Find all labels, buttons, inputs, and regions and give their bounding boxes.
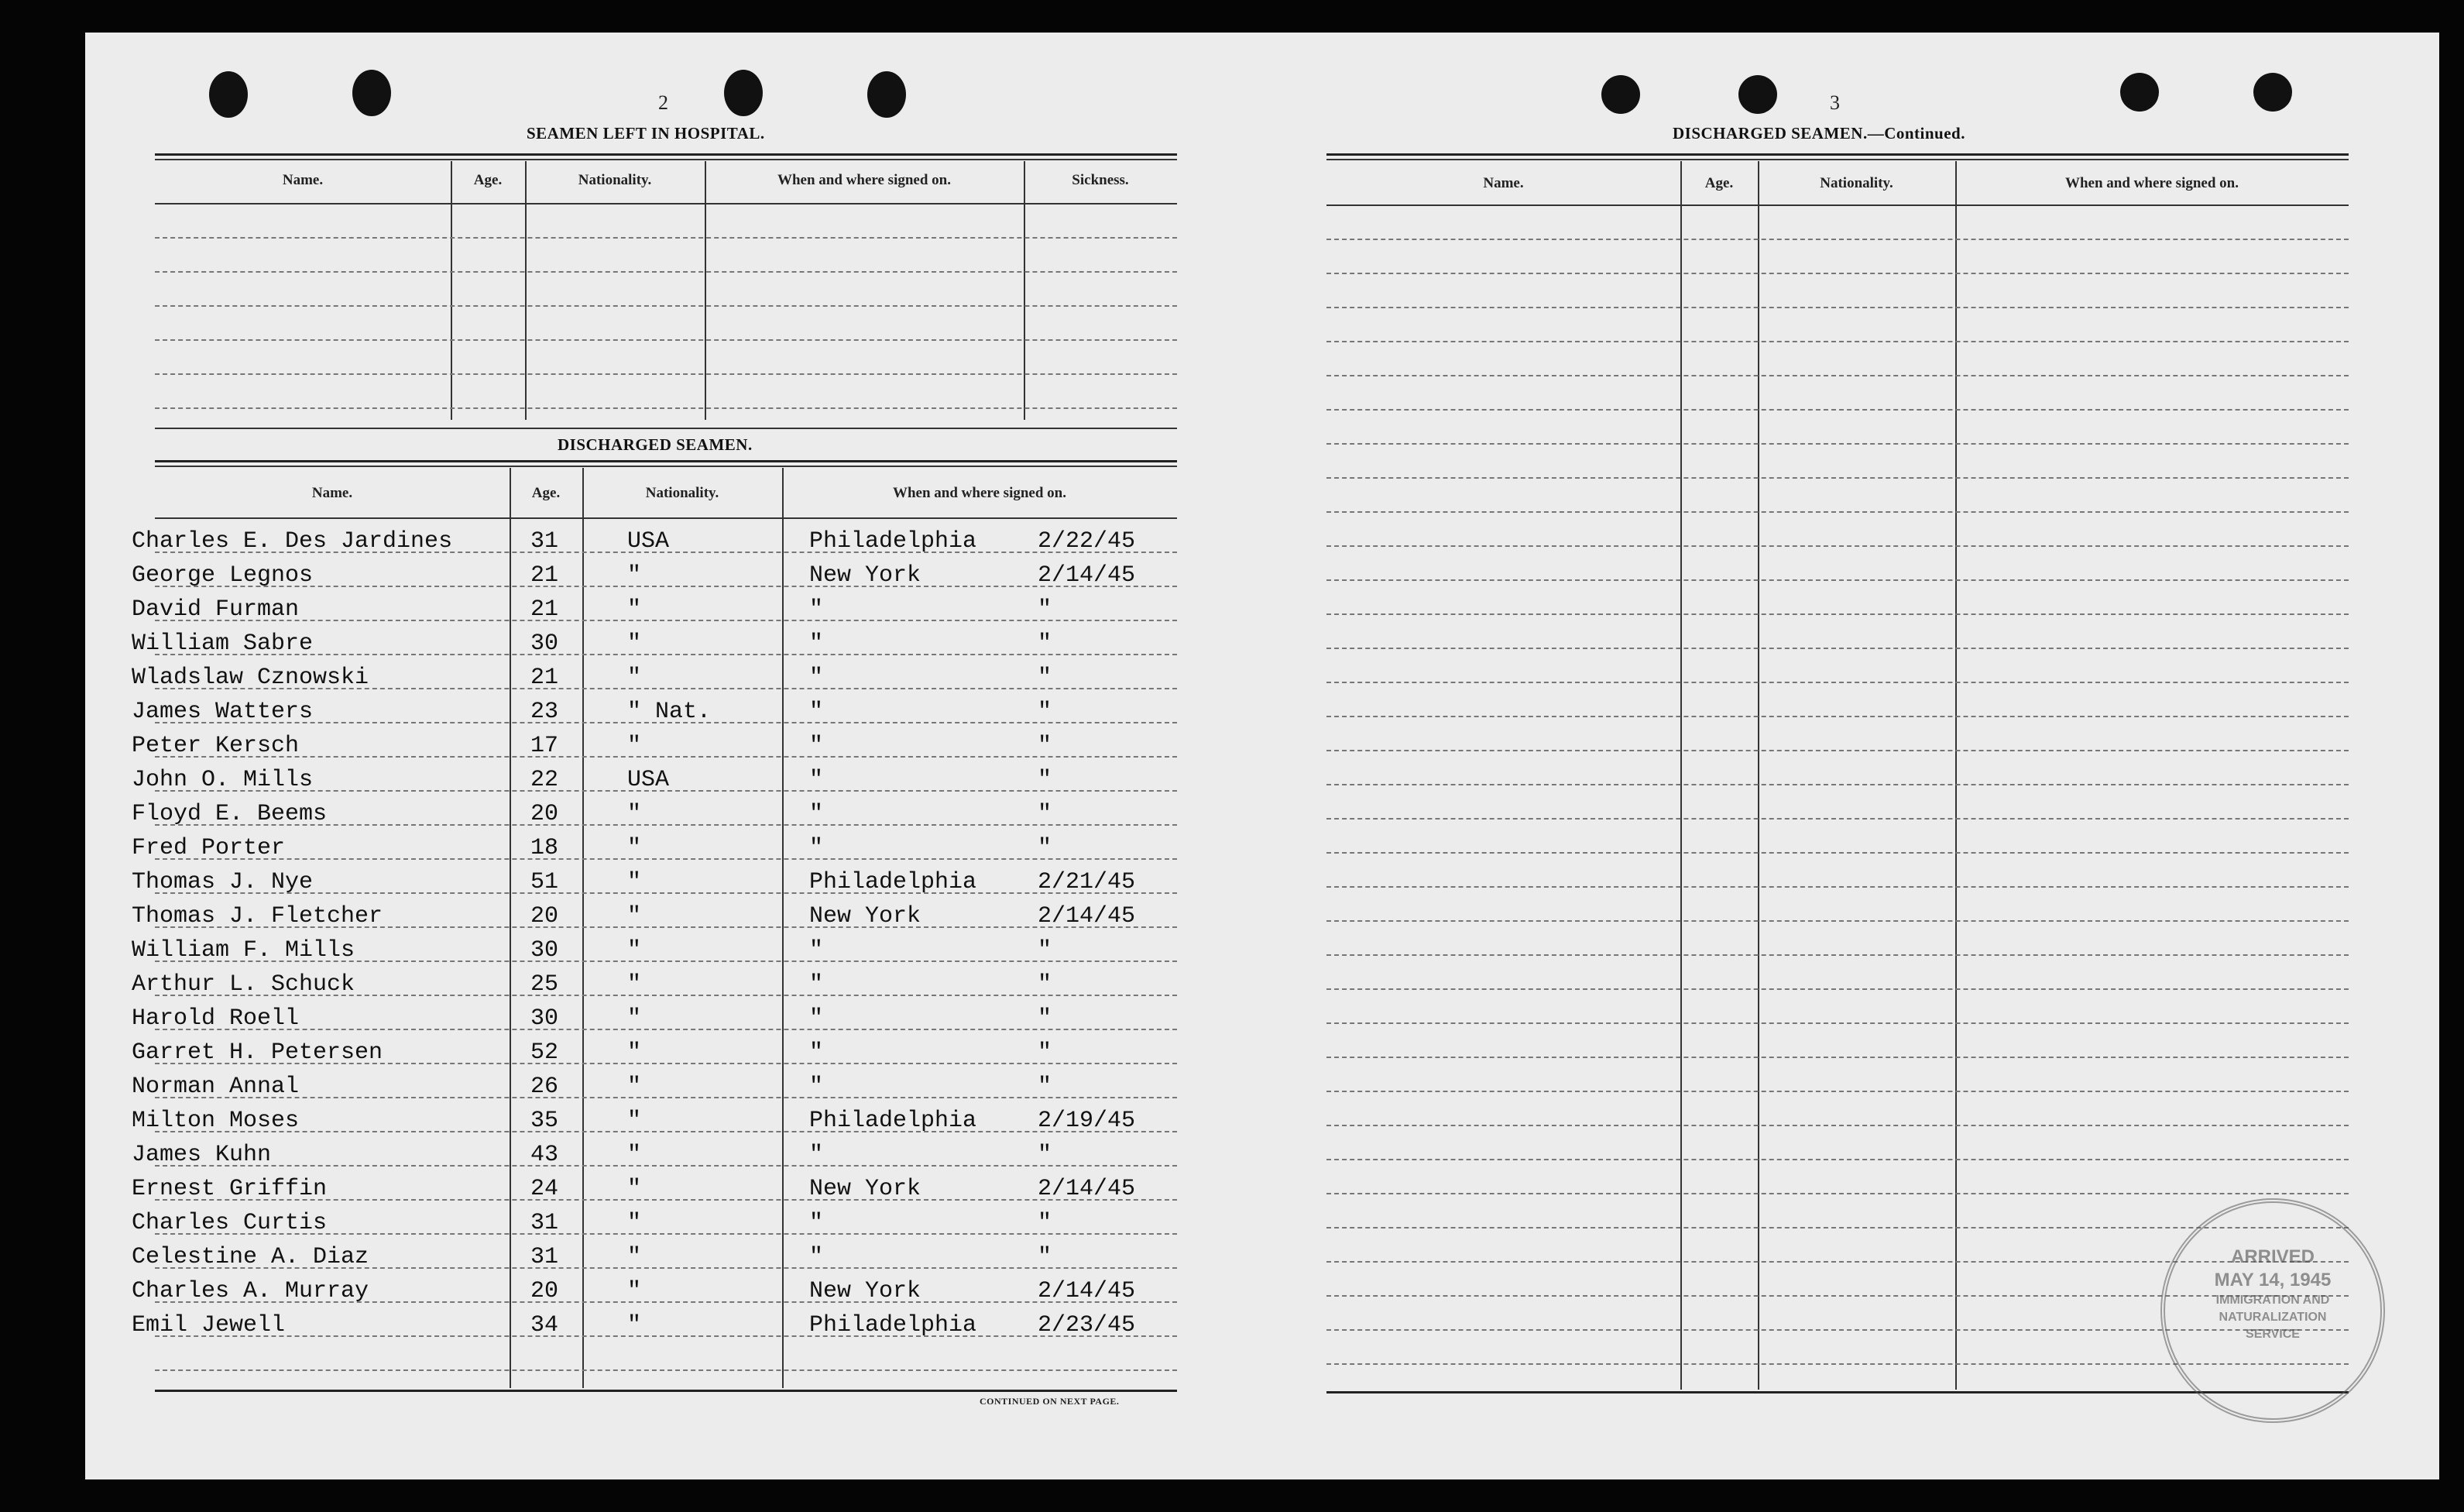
row-rule: [1326, 750, 2349, 751]
signed-on-date: ": [1038, 1040, 1052, 1066]
seaman-nationality: ": [627, 937, 642, 964]
seaman-age: 26: [530, 1074, 559, 1100]
seaman-name: Milton Moses: [132, 1108, 300, 1134]
document-sheet: [85, 33, 2439, 1479]
seaman-nationality: ": [627, 971, 642, 998]
row-rule: [1326, 682, 2349, 683]
seaman-nationality: USA: [627, 767, 670, 793]
signed-on-place: ": [809, 767, 824, 793]
seaman-name: David Furman: [132, 596, 300, 623]
row-rule: [1326, 988, 2349, 990]
row-rule: [155, 756, 1177, 758]
seaman-nationality: ": [627, 1040, 642, 1066]
seaman-age: 21: [530, 596, 559, 623]
row-rule: [1326, 613, 2349, 615]
seaman-age: 22: [530, 767, 559, 793]
seaman-nationality: ": [627, 1244, 642, 1270]
row-rule: [155, 305, 1177, 307]
signed-on-date: ": [1038, 1005, 1052, 1032]
seaman-age: 21: [530, 665, 559, 691]
seaman-nationality: ": [627, 562, 642, 589]
punch-hole: [724, 70, 763, 116]
seaman-age: 51: [530, 869, 559, 895]
signed-on-date: ": [1038, 631, 1052, 657]
signed-on-date: 2/14/45: [1038, 1278, 1136, 1304]
signed-on-date: ": [1038, 1142, 1052, 1168]
row-rule: [155, 858, 1177, 860]
signed-on-date: ": [1038, 596, 1052, 623]
signed-on-place: ": [809, 801, 824, 827]
rule: [155, 1390, 1177, 1392]
row-rule: [1326, 579, 2349, 581]
stamp-line: ARRIVED: [2230, 1246, 2315, 1267]
seaman-nationality: ": [627, 801, 642, 827]
row-rule: [1326, 239, 2349, 240]
seaman-age: 30: [530, 1005, 559, 1032]
row-rule: [1326, 477, 2349, 479]
signed-on-date: ": [1038, 801, 1052, 827]
signed-on-place: ": [809, 835, 824, 861]
rule: [155, 159, 1177, 160]
column-divider: [1955, 161, 1957, 1390]
row-rule: [1326, 409, 2349, 411]
signed-on-date: ": [1038, 835, 1052, 861]
right-column-header: Age.: [1704, 175, 1734, 191]
signed-on-date: 2/23/45: [1038, 1312, 1136, 1338]
punch-hole: [1738, 75, 1777, 114]
signed-on-place: ": [809, 631, 824, 657]
seaman-age: 31: [530, 1210, 559, 1236]
seaman-name: William Sabre: [132, 631, 314, 657]
row-rule: [1326, 1125, 2349, 1126]
seaman-name: Charles Curtis: [132, 1210, 328, 1236]
seaman-age: 31: [530, 528, 559, 555]
punch-hole: [2120, 73, 2159, 112]
row-rule: [155, 271, 1177, 273]
rule: [1326, 204, 2349, 206]
rule: [155, 460, 1177, 462]
signed-on-place: ": [809, 699, 824, 725]
row-rule: [155, 237, 1177, 239]
rule: [1326, 159, 2349, 160]
seaman-age: 34: [530, 1312, 559, 1338]
right-page-title: DISCHARGED SEAMEN.—Continued.: [1673, 124, 1965, 143]
row-rule: [1326, 784, 2349, 785]
row-rule: [1326, 273, 2349, 274]
signed-on-date: ": [1038, 971, 1052, 998]
seaman-nationality: ": [627, 1312, 642, 1338]
seaman-age: 23: [530, 699, 559, 725]
column-divider: [582, 468, 584, 1388]
seaman-name: Charles A. Murray: [132, 1278, 369, 1304]
seaman-nationality: ": [627, 1005, 642, 1032]
signed-on-place: Philadelphia: [809, 1312, 977, 1338]
page-number-left: 2: [658, 91, 668, 114]
row-rule: [1326, 1193, 2349, 1194]
signed-on-place: New York: [809, 562, 921, 589]
punch-hole: [352, 70, 391, 116]
stamp-line: IMMIGRATION AND: [2215, 1294, 2330, 1307]
seaman-nationality: ": [627, 835, 642, 861]
page-number-right: 3: [1830, 91, 1840, 114]
seaman-name: Emil Jewell: [132, 1312, 286, 1338]
rule: [155, 428, 1177, 429]
signed-on-place: Philadelphia: [809, 1108, 977, 1134]
signed-on-date: ": [1038, 699, 1052, 725]
seaman-name: Thomas J. Nye: [132, 869, 314, 895]
seaman-name: Charles E. Des Jardines: [132, 528, 453, 555]
seaman-name: Arthur L. Schuck: [132, 971, 355, 998]
seaman-age: 35: [530, 1108, 559, 1134]
continued-note: CONTINUED ON NEXT PAGE.: [980, 1396, 1120, 1407]
stamp-line: SERVICE: [2246, 1328, 2300, 1341]
row-rule: [1326, 852, 2349, 854]
seaman-name: Fred Porter: [132, 835, 286, 861]
row-rule: [1326, 511, 2349, 513]
seaman-age: 43: [530, 1142, 559, 1168]
seaman-age: 31: [530, 1244, 559, 1270]
signed-on-date: ": [1038, 733, 1052, 759]
discharged-column-header: Nationality.: [645, 485, 719, 501]
seaman-age: 24: [530, 1176, 559, 1202]
punch-hole: [867, 71, 906, 118]
signed-on-place: ": [809, 937, 824, 964]
hospital-column-header: When and where signed on.: [777, 172, 951, 188]
right-column-header: Name.: [1483, 175, 1524, 191]
column-divider: [1024, 161, 1025, 420]
signed-on-date: 2/19/45: [1038, 1108, 1136, 1134]
row-rule: [1326, 1091, 2349, 1092]
row-rule: [1326, 545, 2349, 547]
row-rule: [1326, 648, 2349, 649]
right-column-header: Nationality.: [1820, 175, 1893, 191]
row-rule: [1326, 1022, 2349, 1024]
seaman-name: William F. Mills: [132, 937, 355, 964]
row-rule: [155, 1029, 1177, 1030]
seaman-age: 18: [530, 835, 559, 861]
row-rule: [1326, 443, 2349, 445]
row-rule: [1326, 375, 2349, 376]
row-rule: [155, 1369, 1177, 1371]
seaman-age: 20: [530, 801, 559, 827]
row-rule: [1326, 818, 2349, 820]
seaman-age: 20: [530, 1278, 559, 1304]
column-divider: [451, 161, 452, 420]
column-divider: [782, 468, 784, 1388]
seaman-nationality: ": [627, 869, 642, 895]
signed-on-place: Philadelphia: [809, 528, 977, 555]
seaman-age: 20: [530, 903, 559, 930]
row-rule: [1326, 341, 2349, 342]
column-divider: [1758, 161, 1759, 1390]
rule: [155, 203, 1177, 204]
signed-on-date: 2/21/45: [1038, 869, 1136, 895]
punch-hole: [1601, 75, 1640, 114]
seaman-nationality: ": [627, 1210, 642, 1236]
signed-on-place: ": [809, 1244, 824, 1270]
seaman-name: Floyd E. Beems: [132, 801, 328, 827]
signed-on-date: ": [1038, 665, 1052, 691]
hospital-column-header: Sickness.: [1072, 172, 1129, 188]
seaman-nationality: ": [627, 903, 642, 930]
punch-hole: [209, 71, 248, 118]
signed-on-place: ": [809, 665, 824, 691]
signed-on-place: ": [809, 1210, 824, 1236]
seaman-name: Norman Annal: [132, 1074, 300, 1100]
punch-hole: [2253, 73, 2292, 112]
seaman-name: Ernest Griffin: [132, 1176, 328, 1202]
row-rule: [155, 339, 1177, 341]
stamp-date: MAY 14, 1945: [2214, 1270, 2332, 1290]
seaman-name: George Legnos: [132, 562, 314, 589]
row-rule: [1326, 920, 2349, 922]
seaman-nationality: ": [627, 1108, 642, 1134]
seaman-name: Peter Kersch: [132, 733, 300, 759]
hospital-column-header: Age.: [473, 172, 503, 188]
stamp-line: NATURALIZATION: [2219, 1311, 2327, 1324]
signed-on-place: ": [809, 596, 824, 623]
seaman-age: 52: [530, 1040, 559, 1066]
column-divider: [705, 161, 706, 420]
signed-on-date: 2/14/45: [1038, 903, 1136, 930]
seaman-nationality: ": [627, 596, 642, 623]
seaman-age: 17: [530, 733, 559, 759]
signed-on-date: 2/14/45: [1038, 562, 1136, 589]
row-rule: [1326, 1057, 2349, 1058]
signed-on-date: ": [1038, 937, 1052, 964]
row-rule: [155, 373, 1177, 375]
seaman-name: Harold Roell: [132, 1005, 300, 1032]
rule: [1326, 153, 2349, 156]
seaman-name: Garret H. Petersen: [132, 1040, 383, 1066]
row-rule: [155, 1165, 1177, 1167]
signed-on-place: Philadelphia: [809, 869, 977, 895]
row-rule: [155, 620, 1177, 621]
discharged-section-title: DISCHARGED SEAMEN.: [558, 435, 753, 454]
row-rule: [155, 1097, 1177, 1098]
hospital-column-header: Name.: [282, 172, 324, 188]
row-rule: [1326, 716, 2349, 717]
signed-on-date: ": [1038, 1244, 1052, 1270]
signed-on-place: New York: [809, 903, 921, 930]
signed-on-date: ": [1038, 1074, 1052, 1100]
column-divider: [525, 161, 527, 420]
hospital-column-header: Nationality.: [578, 172, 652, 188]
arrival-stamp: [2160, 1198, 2385, 1423]
signed-on-place: ": [809, 1142, 824, 1168]
seaman-nationality: ": [627, 1176, 642, 1202]
seaman-name: James Kuhn: [132, 1142, 272, 1168]
rule: [155, 153, 1177, 156]
rule: [155, 517, 1177, 519]
right-column-header: When and where signed on.: [2064, 175, 2239, 191]
discharged-column-header: Name.: [311, 485, 353, 501]
signed-on-date: 2/22/45: [1038, 528, 1136, 555]
signed-on-place: ": [809, 733, 824, 759]
seaman-age: 25: [530, 971, 559, 998]
column-divider: [510, 468, 511, 1388]
seaman-nationality: ": [627, 733, 642, 759]
row-rule: [155, 407, 1177, 409]
column-divider: [1680, 161, 1682, 1390]
seaman-age: 30: [530, 631, 559, 657]
seaman-nationality: ": [627, 631, 642, 657]
seaman-nationality: ": [627, 665, 642, 691]
seaman-age: 30: [530, 937, 559, 964]
seaman-name: James Watters: [132, 699, 314, 725]
signed-on-place: New York: [809, 1278, 921, 1304]
row-rule: [1326, 307, 2349, 308]
hospital-section-title: SEAMEN LEFT IN HOSPITAL.: [527, 124, 765, 143]
signed-on-place: ": [809, 1005, 824, 1032]
row-rule: [1326, 954, 2349, 956]
discharged-column-header: When and where signed on.: [892, 485, 1066, 501]
seaman-nationality: ": [627, 1074, 642, 1100]
seaman-nationality: ": [627, 1278, 642, 1304]
signed-on-place: ": [809, 971, 824, 998]
signed-on-place: New York: [809, 1176, 921, 1202]
row-rule: [1326, 1159, 2349, 1160]
discharged-column-header: Age.: [531, 485, 561, 501]
seaman-nationality: " Nat.: [627, 699, 712, 725]
seaman-name: Wladslaw Cznowski: [132, 665, 369, 691]
signed-on-date: ": [1038, 767, 1052, 793]
signed-on-place: ": [809, 1074, 824, 1100]
signed-on-place: ": [809, 1040, 824, 1066]
rule: [155, 466, 1177, 467]
row-rule: [155, 1131, 1177, 1132]
seaman-age: 21: [530, 562, 559, 589]
row-rule: [1326, 886, 2349, 888]
row-rule: [155, 1335, 1177, 1337]
seaman-name: Celestine A. Diaz: [132, 1244, 369, 1270]
seaman-name: John O. Mills: [132, 767, 314, 793]
seaman-nationality: ": [627, 1142, 642, 1168]
signed-on-date: 2/14/45: [1038, 1176, 1136, 1202]
seaman-nationality: USA: [627, 528, 670, 555]
seaman-name: Thomas J. Fletcher: [132, 903, 383, 930]
signed-on-date: ": [1038, 1210, 1052, 1236]
